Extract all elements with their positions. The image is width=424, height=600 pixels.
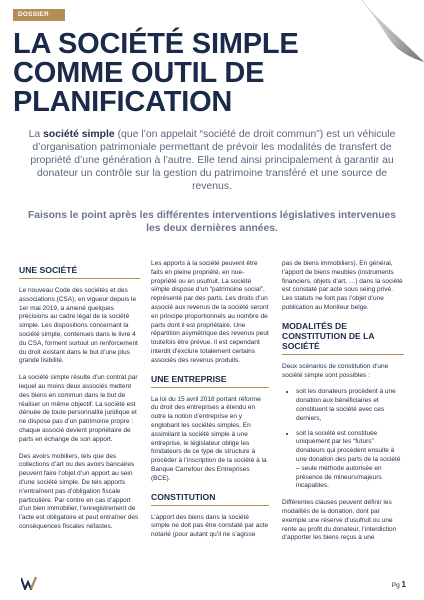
body-paragraph: La société simple résulte d’un contrat par lequel au moins deux associés mettent des biens en commun dans le but de réaliser un même objectif. La société est dénuée de toute personnalité juridique et ne dispose pas d’un patrimoine propre : chaque associé devient propriétaire de parts en échange de son apport.	[19, 374, 138, 443]
body-paragraph: Différentes clauses peuvent définir les modalités de la donation, dont par exemple une réserve d’usufruit ou une rente au profit du donateur, l’interdiction d’apporter les biens reçus à une	[282, 499, 397, 542]
body-paragraph: L’apport des biens dans la société simple ne doit pas être constaté par acte notarié (pour autant qu’il ne s’agisse	[151, 513, 269, 539]
heading-rule	[151, 505, 269, 506]
heading-rule	[19, 278, 140, 279]
body-paragraph: pas de biens immobiliers). En général, l’apport de biens meubles (instruments financiers, objets d’art, …) dans la société est constaté par acte sous seing privé. Les statuts ne font pas l’objet d’une publication au Moniteur belge.	[282, 260, 403, 311]
bullet-list	[282, 388, 404, 491]
title-line: COMME OUTIL DE	[13, 57, 265, 89]
page-number	[392, 580, 406, 589]
section-tag: DOSSIER	[13, 9, 65, 21]
title-line: LA SOCIÉTÉ SIMPLE	[13, 28, 299, 60]
section-heading: MODALITÉS DE CONSTITUTION DE LA SOCIÉTÉ	[282, 320, 375, 351]
column-2	[151, 260, 269, 548]
section-heading: CONSTITUTION	[151, 491, 216, 502]
column-1	[19, 260, 140, 540]
brand-logo-icon	[21, 577, 37, 590]
heading-rule	[151, 387, 269, 388]
list-item: • soit la société est constituée uniquement par les “futurs” donateurs qui procèdent ensuite à une donation des parts de la société – seule méthode autorisée en présence de mineurs/majeurs incapables.	[296, 430, 404, 492]
body-paragraph: Des avoirs mobiliers, tels que des collections d’art ou des avoirs bancaires peuvent faire l’objet d’un apport au sein d’une société simple. De tels apports n’entraînent pas d’obligation fiscale particulière. Par contre en cas d’apport d’un bien immobilier, l’enregistrement de l’acte est obligatoire et peut entraîner des conséquences fiscales néfastes.	[19, 452, 139, 530]
intro-text: La	[28, 129, 44, 140]
column-3	[282, 260, 404, 551]
page-curl-graphic	[354, 0, 424, 70]
page-number-value: 1	[401, 580, 406, 589]
section-heading: UNE SOCIÉTÉ	[19, 265, 78, 275]
intro-paragraph	[20, 128, 404, 193]
body-paragraph: Le nouveau Code des sociétés et des associations (CSA), en vigueur depuis le 1er mai 2019, a amené quelques précisions au cadre légal de la société simple. Les dispositions concernant la société simple, contenues dans le livre 4 du CSA, forment surtout un renforcement du droit existant dans le but d’une plus grande lisibilité.	[19, 287, 138, 365]
intro-emphasis: société simple	[43, 129, 115, 140]
page-prefix: Pg	[391, 582, 402, 589]
list-item: • soit les donateurs procèdent à une donation aux bénéficiaires et constituent la société avec ces derniers,	[296, 388, 404, 423]
section-heading: UNE ENTREPRISE	[151, 373, 227, 384]
heading-rule	[282, 354, 404, 355]
title-line: PLANIFICATION	[13, 86, 233, 118]
body-paragraph: La loi du 15 avril 2018 portant réforme du droit des entreprises a étendu en outre la notion d’entreprise en y englobant les sociétés simples. En assimilant la société simple à une entreprise, le législateur oblige les fondateurs de ce type de structure à procéder à l’inscription de la société à la Banque Carrefour des Entreprises (BCE).	[151, 395, 267, 482]
intro-text: (que l’on appelait “société de droit commun”) est un véhicule d’organisation patrimoniale permettant de prévoir les modalités de transfert de propriété d’une génération à l’autre. Elle tend ainsi principalement à garantir au donateur un contrôle sur la gestion du patrimoine transféré et une source de revenus.	[30, 129, 396, 192]
body-paragraph: Les apports à la société peuvent être faits en pleine propriété, en nue-propriété ou en usufruit. La société simple dispose d’un “patrimoine social”, représenté par des parts. Les droits d’un associé aux revenus de la société seront en principe proportionnels au nombre de parts dont il est propriétaire. Une répartition asymétrique des revenus peut toutefois être prévue. Il est cependant interdit d’exclure totalement certains associés des revenus produits.	[151, 260, 269, 364]
body-paragraph: Deux scénarios de constitution d’une société simple sont possibles :	[282, 362, 389, 379]
lead-paragraph: Faisons le point après les différentes interventions législatives intervenues les deux dernières années.	[28, 210, 396, 234]
page-title	[13, 30, 299, 117]
